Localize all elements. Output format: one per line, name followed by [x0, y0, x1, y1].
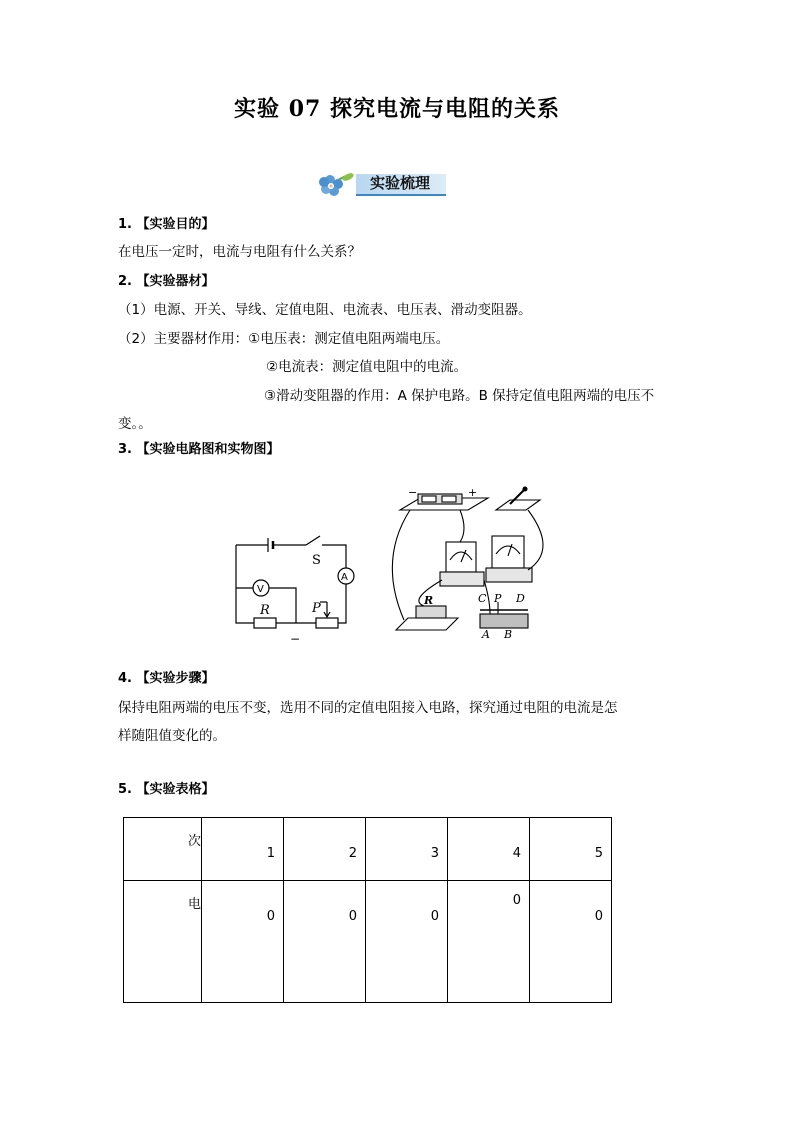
- photo-label-d: D: [516, 592, 525, 605]
- row-header-trial: 次: [187, 834, 201, 849]
- section-banner: [318, 168, 458, 198]
- page-title: 实验 07 探究电流与电阻的关系: [234, 96, 560, 122]
- heading-steps: 4. 【实验步骤】: [118, 671, 215, 686]
- photo-label-p: P: [494, 592, 502, 605]
- heading-purpose: 1. 【实验目的】: [118, 217, 215, 232]
- trial-number: 5: [594, 846, 603, 861]
- table-row: [124, 881, 612, 1003]
- photo-label-resistor: R: [424, 594, 434, 607]
- table-value: 0: [266, 909, 275, 924]
- label-slider: P: [312, 601, 321, 616]
- photo-label-minus: −: [408, 486, 418, 499]
- banner-label: 实验梳理: [370, 174, 431, 192]
- circuit-diagram: [228, 480, 558, 640]
- heading-circuit: 3. 【实验电路图和实物图】: [118, 442, 280, 457]
- equipment-line-4: ③滑动变阻器的作用：A 保护电路。B 保持定值电阻两端的电压不: [264, 388, 655, 404]
- label-ammeter: A: [341, 572, 348, 583]
- steps-line-2: 样随阻值变化的。: [118, 728, 226, 744]
- trial-number: 1: [266, 846, 275, 861]
- table-row: [124, 818, 612, 881]
- label-resistor: R: [260, 603, 270, 618]
- trial-number: 4: [512, 846, 521, 861]
- label-minus: −: [290, 632, 301, 640]
- table-value: 0: [430, 909, 439, 924]
- photo-label-a: A: [482, 628, 490, 640]
- flower-icon: [318, 168, 358, 200]
- heading-table: 5. 【实验表格】: [118, 782, 215, 797]
- label-voltmeter: V: [257, 584, 264, 595]
- equipment-line-1: （1）电源、开关、导线、定值电阻、电流表、电压表、滑动变阻器。: [118, 302, 532, 318]
- equipment-line-3: ②电流表：测定值电阻中的电流。: [266, 359, 468, 375]
- data-table: [123, 817, 612, 1003]
- equipment-line-5: 变。。: [118, 416, 152, 432]
- photo-label-b: B: [504, 628, 513, 640]
- purpose-text: 在电压一定时，电流与电阻有什么关系？: [118, 244, 361, 260]
- trial-number: 3: [430, 846, 439, 861]
- trial-number: 2: [348, 846, 357, 861]
- label-switch: S: [312, 553, 321, 568]
- photo-label-plus: +: [468, 486, 478, 499]
- table-value: 0: [512, 893, 521, 908]
- equipment-line-2: （2）主要器材作用：①电压表：测定值电阻两端电压。: [118, 331, 450, 347]
- steps-line-1: 保持电阻两端的电压不变，选用不同的定值电阻接入电路，探究通过电阻的电流是怎: [118, 700, 618, 716]
- photo-label-c: C: [478, 592, 487, 605]
- table-value: 0: [594, 909, 603, 924]
- row-header-resistance: 电: [187, 897, 201, 912]
- heading-equipment: 2. 【实验器材】: [118, 274, 215, 289]
- table-value: 0: [348, 909, 357, 924]
